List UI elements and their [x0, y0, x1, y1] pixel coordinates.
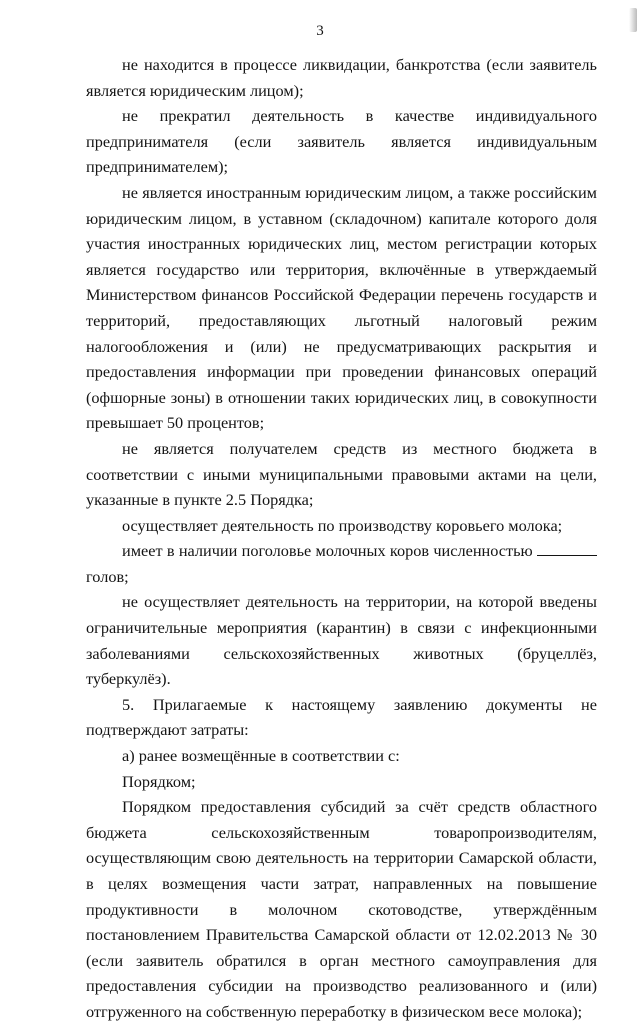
document-body — [86, 52, 597, 1025]
herd-text-before: имеет в наличии поголовье молочных коров численностью — [122, 541, 537, 561]
paragraph-not-foreign-entity: не является иностранным юридическим лицом, а также российским юридическим лицом, в уставном (складочном) капитале которого доля участия иностранных юридических лиц, местом регистрации которых является государство или территория, включённые в утверждаемый Министерством финансов Российской Федерации перечень государств и территорий, предоставляющих льготный налоговый режим налогообложения и (или) не предусматривающих раскрытия и предоставления информации при проведении финансовых операций (офшорные зоны) в отношении таких юридических лиц, в совокупности превышает 50 процентов; — [86, 182, 597, 433]
paragraph-section-5: 5. Прилагаемые к настоящему заявлению документы не подтверждают затраты: — [86, 694, 597, 740]
paragraph-item-a: а) ранее возмещённые в соответствии с: — [122, 746, 400, 766]
paragraph-subsidy-procedure: Порядком предоставления субсидий за счёт средств областного бюджета сельскохозяйственным товаропроизводителям, осуществляющим свою деятельность на территории Самарской области, в целях возмещения части затрат, направленных на повышение продуктивности в молочном скотоводстве, утверждённым постановлением Правительства Самарской области от 12.02.2013 № 30 (если заявитель обратился в орган местного самоуправления для предоставления субсидии на производство реализованного и (или) отгруженного на собственную переработку в физическом весе молока); — [86, 797, 597, 1021]
paragraph-procedure: Порядком; — [122, 771, 196, 791]
page-number: 3 — [316, 23, 324, 39]
herd-text-after: голов; — [86, 566, 129, 586]
paragraph-quarantine: не осуществляет деятельность на территории, на которой введены ограничительные мероприятия (карантин) в связи с инфекционными заболеваниями сельскохозяйственных животных (бруцеллёз, туберкулёз). — [86, 592, 597, 689]
paragraph-not-budget-recipient: не является получателем средств из местного бюджета в соответствии с иными муниципальными правовыми актами на цели, указанные в пункте 2.5 Порядка; — [86, 438, 597, 510]
paragraph-not-terminated: не прекратил деятельность в качестве индивидуального предпринимателя (если заявитель является индивидуальным предпринимателем); — [86, 106, 597, 177]
herd-count-blank — [537, 541, 597, 556]
paragraph-herd-size — [86, 538, 597, 589]
paragraph-not-liquidated: не находится в процессе ликвидации, банкротства (если заявитель является юридическим лицом); — [86, 55, 597, 100]
paragraph-milk-production: осуществляет деятельность по производству коровьего молока; — [122, 515, 563, 535]
